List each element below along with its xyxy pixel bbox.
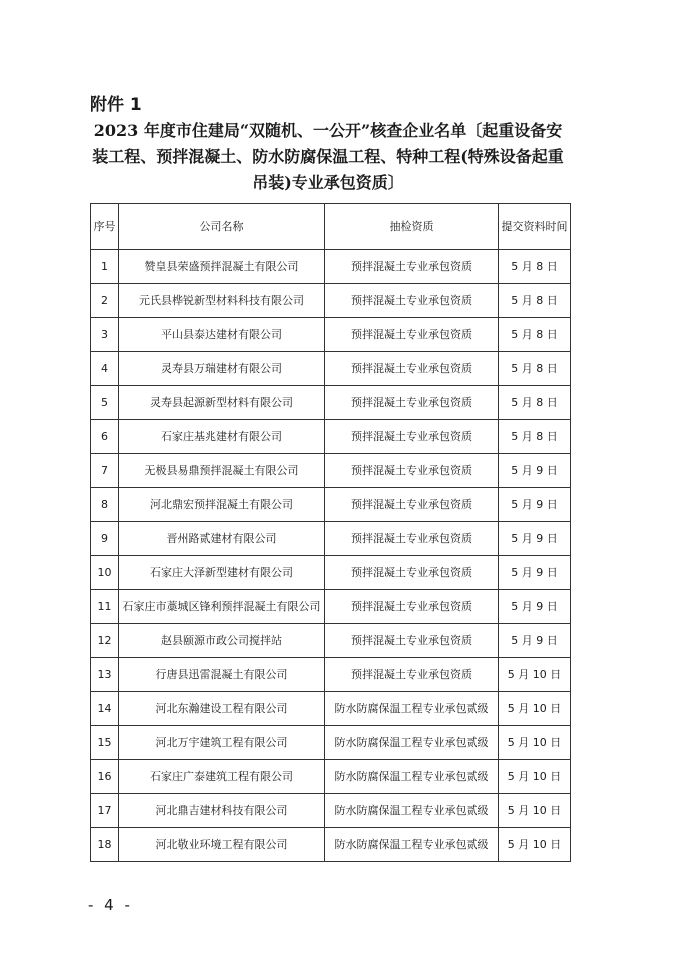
row-seq: 4 <box>91 352 119 386</box>
row-seq: 1 <box>91 250 119 284</box>
row-seq: 5 <box>91 386 119 420</box>
row-seq: 7 <box>91 454 119 488</box>
row-company: 灵寿县万瑞建材有限公司 <box>119 352 325 386</box>
table-header-row <box>91 204 571 250</box>
table-row <box>91 794 571 828</box>
row-seq: 16 <box>91 760 119 794</box>
row-date: 5 月 8 日 <box>499 420 571 454</box>
table-row <box>91 658 571 692</box>
row-seq: 10 <box>91 556 119 590</box>
row-qualification: 预拌混凝土专业承包资质 <box>325 318 499 352</box>
row-company: 石家庄基兆建材有限公司 <box>119 420 325 454</box>
row-qualification: 防水防腐保温工程专业承包贰级 <box>325 726 499 760</box>
table-row <box>91 454 571 488</box>
row-company: 石家庄大泽新型建材有限公司 <box>119 556 325 590</box>
row-date: 5 月 9 日 <box>499 556 571 590</box>
table-row <box>91 828 571 862</box>
row-qualification: 预拌混凝土专业承包资质 <box>325 250 499 284</box>
row-company: 河北鼎吉建材科技有限公司 <box>119 794 325 828</box>
table-row <box>91 386 571 420</box>
header-date: 提交资料时间 <box>499 204 571 250</box>
row-company: 赵县颐源市政公司搅拌站 <box>119 624 325 658</box>
row-company: 石家庄市藁城区锋利预拌混凝土有限公司 <box>119 590 325 624</box>
row-qualification: 预拌混凝土专业承包资质 <box>325 488 499 522</box>
row-date: 5 月 8 日 <box>499 318 571 352</box>
row-date: 5 月 10 日 <box>499 726 571 760</box>
table-row <box>91 250 571 284</box>
row-qualification: 预拌混凝土专业承包资质 <box>325 420 499 454</box>
row-company: 河北万宇建筑工程有限公司 <box>119 726 325 760</box>
table-row <box>91 420 571 454</box>
row-company: 石家庄广泰建筑工程有限公司 <box>119 760 325 794</box>
row-seq: 3 <box>91 318 119 352</box>
row-qualification: 预拌混凝土专业承包资质 <box>325 284 499 318</box>
row-qualification: 预拌混凝土专业承包资质 <box>325 590 499 624</box>
row-company: 河北敬业环境工程有限公司 <box>119 828 325 862</box>
row-company: 河北鼎宏预拌混凝土有限公司 <box>119 488 325 522</box>
document-title: 2023 年度市住建局“双随机、一公开”核查企业名单〔起重设备安装工程、预拌混凝土、防水防腐保温工程、特种工程(特殊设备起重吊装)专业承包资质〕 <box>92 121 564 192</box>
enterprise-table <box>90 203 571 862</box>
table-row <box>91 760 571 794</box>
table-row <box>91 318 571 352</box>
row-seq: 14 <box>91 692 119 726</box>
row-seq: 15 <box>91 726 119 760</box>
row-qualification: 预拌混凝土专业承包资质 <box>325 454 499 488</box>
row-company: 平山县泰达建材有限公司 <box>119 318 325 352</box>
row-qualification: 预拌混凝土专业承包资质 <box>325 624 499 658</box>
row-seq: 9 <box>91 522 119 556</box>
row-seq: 11 <box>91 590 119 624</box>
row-date: 5 月 8 日 <box>499 250 571 284</box>
row-seq: 13 <box>91 658 119 692</box>
attachment-label: 附件 1 <box>90 95 142 115</box>
row-qualification: 预拌混凝土专业承包资质 <box>325 386 499 420</box>
row-date: 5 月 10 日 <box>499 828 571 862</box>
row-qualification: 防水防腐保温工程专业承包贰级 <box>325 760 499 794</box>
row-company: 行唐县迅雷混凝土有限公司 <box>119 658 325 692</box>
header-seq: 序号 <box>91 204 119 250</box>
row-seq: 6 <box>91 420 119 454</box>
row-company: 河北东瀚建设工程有限公司 <box>119 692 325 726</box>
row-date: 5 月 10 日 <box>499 658 571 692</box>
table-row <box>91 624 571 658</box>
table-row <box>91 522 571 556</box>
table-row <box>91 590 571 624</box>
table-row <box>91 556 571 590</box>
table-row <box>91 352 571 386</box>
table-row <box>91 488 571 522</box>
row-seq: 8 <box>91 488 119 522</box>
row-date: 5 月 9 日 <box>499 624 571 658</box>
row-date: 5 月 10 日 <box>499 760 571 794</box>
row-seq: 2 <box>91 284 119 318</box>
row-date: 5 月 10 日 <box>499 794 571 828</box>
row-qualification: 预拌混凝土专业承包资质 <box>325 556 499 590</box>
row-date: 5 月 9 日 <box>499 454 571 488</box>
row-date: 5 月 8 日 <box>499 284 571 318</box>
table-row <box>91 284 571 318</box>
row-company: 无极县易鼎预拌混凝土有限公司 <box>119 454 325 488</box>
table-row <box>91 726 571 760</box>
row-qualification: 防水防腐保温工程专业承包贰级 <box>325 828 499 862</box>
row-qualification: 防水防腐保温工程专业承包贰级 <box>325 794 499 828</box>
row-date: 5 月 8 日 <box>499 386 571 420</box>
table-row <box>91 692 571 726</box>
row-date: 5 月 8 日 <box>499 352 571 386</box>
row-qualification: 预拌混凝土专业承包资质 <box>325 352 499 386</box>
row-seq: 12 <box>91 624 119 658</box>
header-company: 公司名称 <box>119 204 325 250</box>
row-qualification: 防水防腐保温工程专业承包贰级 <box>325 692 499 726</box>
row-company: 灵寿县起源新型材料有限公司 <box>119 386 325 420</box>
row-date: 5 月 10 日 <box>499 692 571 726</box>
row-company: 元氏县桦锐新型材料科技有限公司 <box>119 284 325 318</box>
row-company: 晋州路贰建材有限公司 <box>119 522 325 556</box>
page-number: - 4 - <box>88 896 133 914</box>
row-seq: 17 <box>91 794 119 828</box>
row-date: 5 月 9 日 <box>499 590 571 624</box>
row-date: 5 月 9 日 <box>499 522 571 556</box>
row-qualification: 预拌混凝土专业承包资质 <box>325 522 499 556</box>
table-body <box>91 250 571 862</box>
row-company: 赞皇县荣盛预拌混凝土有限公司 <box>119 250 325 284</box>
row-date: 5 月 9 日 <box>499 488 571 522</box>
row-qualification: 预拌混凝土专业承包资质 <box>325 658 499 692</box>
header-qualification: 抽检资质 <box>325 204 499 250</box>
row-seq: 18 <box>91 828 119 862</box>
